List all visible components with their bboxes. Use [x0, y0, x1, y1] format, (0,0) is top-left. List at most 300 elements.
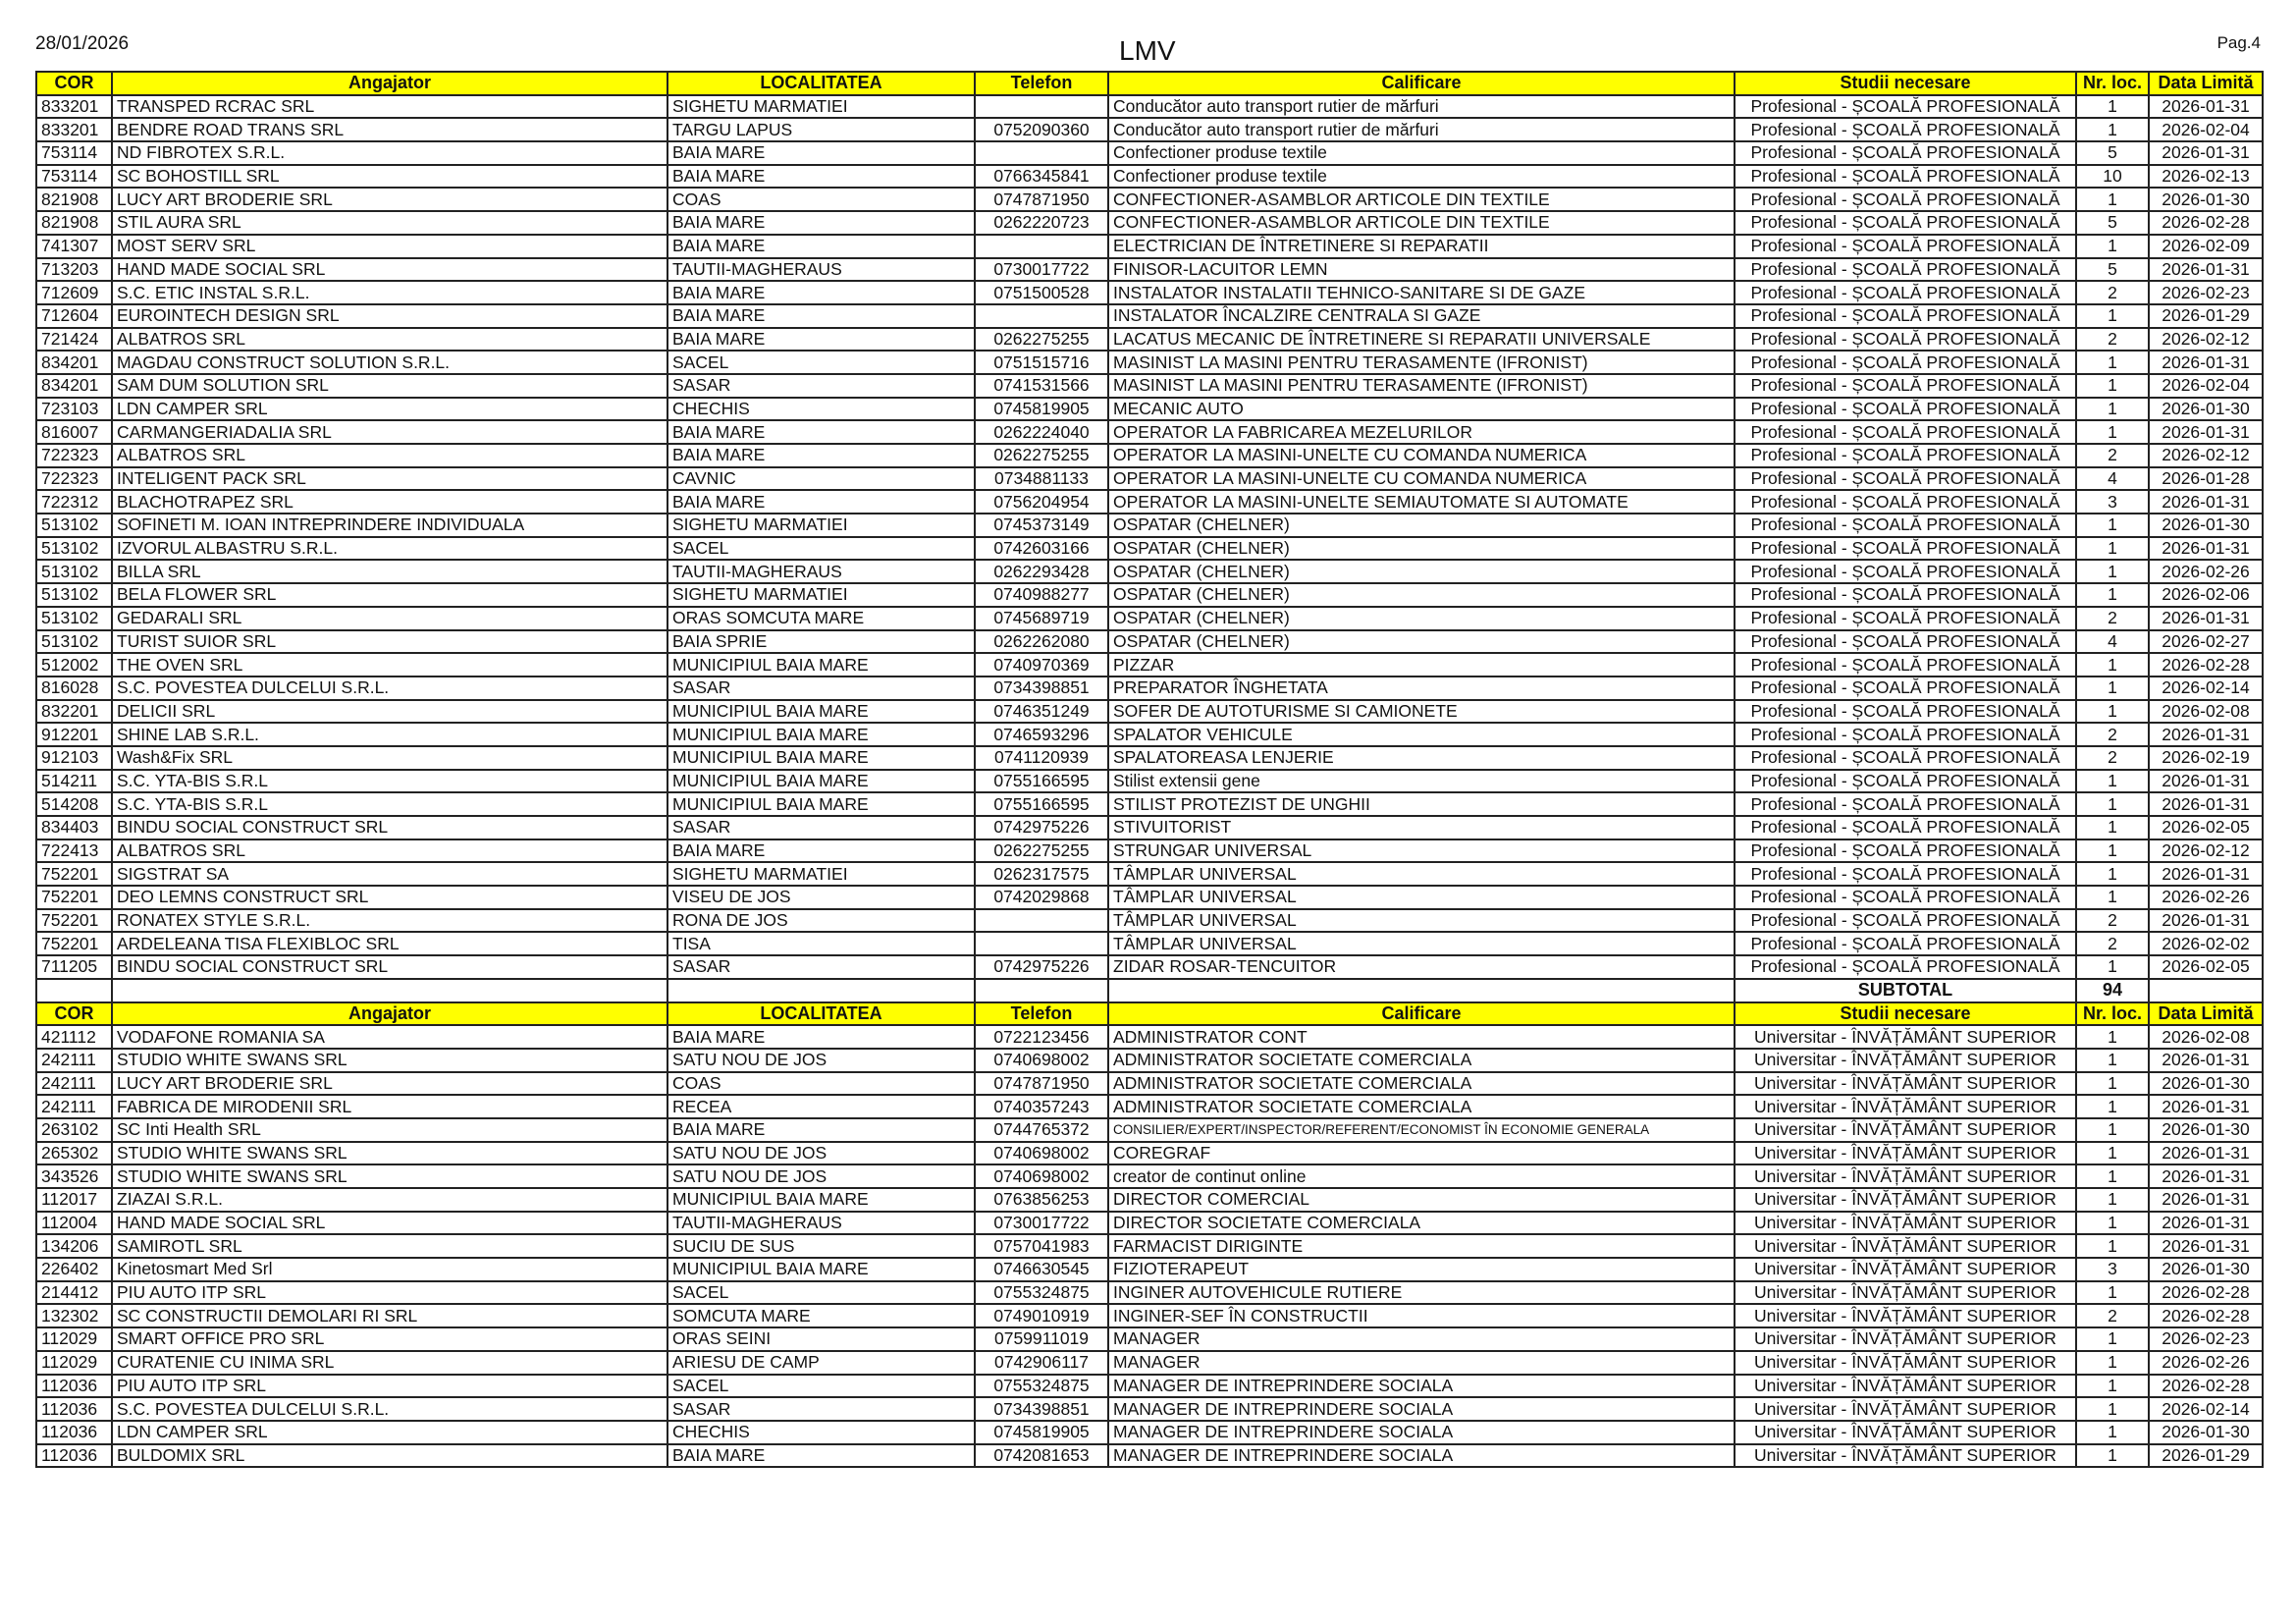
locality-cell: SIGHETU MARMATIEI	[667, 95, 975, 119]
studies-cell: Universitar - ÎNVĂȚĂMÂNT SUPERIOR	[1735, 1375, 2076, 1398]
employer-cell: Wash&Fix SRL	[112, 746, 667, 770]
positions-cell: 1	[2076, 351, 2149, 374]
qualification-cell: ADMINISTRATOR SOCIETATE COMERCIALA	[1108, 1049, 1735, 1072]
deadline-cell: 2026-01-31	[2149, 490, 2263, 514]
phone-cell: 0722123456	[975, 1025, 1108, 1049]
positions-cell: 1	[2076, 1095, 2149, 1118]
qualification-cell: PIZZAR	[1108, 653, 1735, 677]
employer-cell: SC CONSTRUCTII DEMOLARI RI SRL	[112, 1304, 667, 1327]
locality-cell: SASAR	[667, 1397, 975, 1421]
studies-cell: Universitar - ÎNVĂȚĂMÂNT SUPERIOR	[1735, 1142, 2076, 1165]
column-header-cor: COR	[36, 1002, 112, 1026]
cor-cell: 722413	[36, 839, 112, 863]
deadline-cell: 2026-02-09	[2149, 235, 2263, 258]
phone-cell: 0740970369	[975, 653, 1108, 677]
deadline-cell: 2026-01-31	[2149, 723, 2263, 746]
table-row	[36, 235, 2263, 258]
column-header-data-limita: Data Limită	[2149, 72, 2263, 95]
employer-cell: BULDOMIX SRL	[112, 1444, 667, 1468]
studies-cell: Profesional - ȘCOALĂ PROFESIONALĂ	[1735, 700, 2076, 724]
cor-cell: 265302	[36, 1142, 112, 1165]
studies-cell: Profesional - ȘCOALĂ PROFESIONALĂ	[1735, 235, 2076, 258]
positions-cell: 2	[2076, 281, 2149, 304]
cor-cell: 263102	[36, 1118, 112, 1142]
studies-cell: Universitar - ÎNVĂȚĂMÂNT SUPERIOR	[1735, 1212, 2076, 1235]
locality-cell: BAIA MARE	[667, 141, 975, 165]
deadline-cell: 2026-02-19	[2149, 746, 2263, 770]
employer-cell: S.C. YTA-BIS S.R.L	[112, 792, 667, 816]
studies-cell: Profesional - ȘCOALĂ PROFESIONALĂ	[1735, 816, 2076, 839]
cor-cell: 712609	[36, 281, 112, 304]
cor-cell: 513102	[36, 514, 112, 537]
positions-cell: 1	[2076, 304, 2149, 328]
column-header-telefon: Telefon	[975, 1002, 1108, 1026]
employer-cell: TRANSPED RCRAC SRL	[112, 95, 667, 119]
phone-cell: 0740698002	[975, 1164, 1108, 1188]
column-header-localitatea: LOCALITATEA	[667, 1002, 975, 1026]
studies-cell: Universitar - ÎNVĂȚĂMÂNT SUPERIOR	[1735, 1327, 2076, 1351]
cor-cell: 112036	[36, 1444, 112, 1468]
column-header-telefon: Telefon	[975, 72, 1108, 95]
locality-cell: VISEU DE JOS	[667, 886, 975, 909]
positions-cell: 1	[2076, 839, 2149, 863]
qualification-cell: CONFECTIONER-ASAMBLOR ARTICOLE DIN TEXTILE	[1108, 188, 1735, 211]
locality-cell: TAUTII-MAGHERAUS	[667, 560, 975, 583]
table-row	[36, 1351, 2263, 1375]
locality-cell: BAIA MARE	[667, 1444, 975, 1468]
cor-cell: 816028	[36, 677, 112, 700]
phone-cell: 0745689719	[975, 607, 1108, 630]
qualification-cell: ELECTRICIAN DE ÎNTRETINERE SI REPARATII	[1108, 235, 1735, 258]
locality-cell: BAIA MARE	[667, 211, 975, 235]
page-number: Pag.4	[2216, 33, 2261, 52]
studies-cell: Profesional - ȘCOALĂ PROFESIONALĂ	[1735, 514, 2076, 537]
positions-cell: 1	[2076, 1234, 2149, 1258]
cor-cell: 713203	[36, 258, 112, 282]
cor-cell: 112029	[36, 1327, 112, 1351]
table-row	[36, 677, 2263, 700]
cor-cell: 513102	[36, 560, 112, 583]
cor-cell: 421112	[36, 1025, 112, 1049]
cor-cell: 112036	[36, 1421, 112, 1444]
table-row	[36, 188, 2263, 211]
cor-cell: 513102	[36, 630, 112, 654]
cor-cell: 753114	[36, 141, 112, 165]
qualification-cell: STIVUITORIST	[1108, 816, 1735, 839]
locality-cell: MUNICIPIUL BAIA MARE	[667, 746, 975, 770]
table-row	[36, 1444, 2263, 1468]
locality-cell: SOMCUTA MARE	[667, 1304, 975, 1327]
employer-cell: MOST SERV SRL	[112, 235, 667, 258]
phone-cell	[975, 235, 1108, 258]
locality-cell: BAIA MARE	[667, 839, 975, 863]
positions-cell: 1	[2076, 1444, 2149, 1468]
positions-cell: 2	[2076, 932, 2149, 955]
studies-cell: Universitar - ÎNVĂȚĂMÂNT SUPERIOR	[1735, 1281, 2076, 1305]
cor-cell: 832201	[36, 700, 112, 724]
studies-cell: Universitar - ÎNVĂȚĂMÂNT SUPERIOR	[1735, 1072, 2076, 1096]
phone-cell: 0755324875	[975, 1281, 1108, 1305]
deadline-cell: 2026-01-28	[2149, 467, 2263, 491]
locality-cell: MUNICIPIUL BAIA MARE	[667, 1258, 975, 1281]
studies-cell: Profesional - ȘCOALĂ PROFESIONALĂ	[1735, 118, 2076, 141]
cor-cell: 112036	[36, 1375, 112, 1398]
phone-cell: 0747871950	[975, 188, 1108, 211]
studies-cell: Profesional - ȘCOALĂ PROFESIONALĂ	[1735, 607, 2076, 630]
qualification-cell: FINISOR-LACUITOR LEMN	[1108, 258, 1735, 282]
qualification-cell: STILIST PROTEZIST DE UNGHII	[1108, 792, 1735, 816]
employer-cell: SAMIROTL SRL	[112, 1234, 667, 1258]
cor-cell: 513102	[36, 537, 112, 561]
phone-cell: 0741120939	[975, 746, 1108, 770]
qualification-cell: INGINER AUTOVEHICULE RUTIERE	[1108, 1281, 1735, 1305]
cor-cell: 514208	[36, 792, 112, 816]
employer-cell: S.C. POVESTEA DULCELUI S.R.L.	[112, 677, 667, 700]
qualification-cell: TÂMPLAR UNIVERSAL	[1108, 862, 1735, 886]
phone-cell	[975, 304, 1108, 328]
cor-cell: 753114	[36, 165, 112, 189]
employer-cell: TURIST SUIOR SRL	[112, 630, 667, 654]
table-row	[36, 607, 2263, 630]
locality-cell: MUNICIPIUL BAIA MARE	[667, 723, 975, 746]
studies-cell: Profesional - ȘCOALĂ PROFESIONALĂ	[1735, 188, 2076, 211]
table-row	[36, 770, 2263, 793]
studies-cell: Profesional - ȘCOALĂ PROFESIONALĂ	[1735, 839, 2076, 863]
qualification-cell: OSPATAR (CHELNER)	[1108, 630, 1735, 654]
qualification-cell: OPERATOR LA MASINI-UNELTE SEMIAUTOMATE SI AUTOMATE	[1108, 490, 1735, 514]
phone-cell: 0756204954	[975, 490, 1108, 514]
studies-cell: Profesional - ȘCOALĂ PROFESIONALĂ	[1735, 723, 2076, 746]
studies-cell: Profesional - ȘCOALĂ PROFESIONALĂ	[1735, 560, 2076, 583]
locality-cell: TISA	[667, 932, 975, 955]
employer-cell: PIU AUTO ITP SRL	[112, 1281, 667, 1305]
phone-cell: 0262262080	[975, 630, 1108, 654]
phone-cell: 0741531566	[975, 374, 1108, 398]
column-header-angajator: Angajator	[112, 72, 667, 95]
table-row	[36, 211, 2263, 235]
deadline-cell: 2026-02-28	[2149, 211, 2263, 235]
qualification-cell: INSTALATOR INSTALATII TEHNICO-SANITARE SI DE GAZE	[1108, 281, 1735, 304]
phone-cell: 0751515716	[975, 351, 1108, 374]
deadline-cell: 2026-01-31	[2149, 909, 2263, 933]
qualification-cell: DIRECTOR SOCIETATE COMERCIALA	[1108, 1212, 1735, 1235]
locality-cell: MUNICIPIUL BAIA MARE	[667, 1188, 975, 1212]
deadline-cell: 2026-02-27	[2149, 630, 2263, 654]
studies-cell: Profesional - ȘCOALĂ PROFESIONALĂ	[1735, 746, 2076, 770]
table-row	[36, 955, 2263, 979]
table-row	[36, 281, 2263, 304]
employer-cell: ALBATROS SRL	[112, 839, 667, 863]
employer-cell: DEO LEMNS CONSTRUCT SRL	[112, 886, 667, 909]
empty-cell	[1108, 979, 1735, 1002]
positions-cell: 1	[2076, 955, 2149, 979]
positions-cell: 3	[2076, 490, 2149, 514]
table-row	[36, 700, 2263, 724]
cor-cell: 134206	[36, 1234, 112, 1258]
qualification-cell: STRUNGAR UNIVERSAL	[1108, 839, 1735, 863]
cor-cell: 112029	[36, 1351, 112, 1375]
positions-cell: 1	[2076, 1164, 2149, 1188]
positions-cell: 2	[2076, 328, 2149, 352]
phone-cell: 0755324875	[975, 1375, 1108, 1398]
phone-cell: 0757041983	[975, 1234, 1108, 1258]
deadline-cell: 2026-01-31	[2149, 537, 2263, 561]
locality-cell: BAIA MARE	[667, 1118, 975, 1142]
employer-cell: SHINE LAB S.R.L.	[112, 723, 667, 746]
deadline-cell: 2026-02-14	[2149, 1397, 2263, 1421]
deadline-cell: 2026-01-31	[2149, 1212, 2263, 1235]
cor-cell: 512002	[36, 653, 112, 677]
positions-cell: 1	[2076, 514, 2149, 537]
studies-cell: Profesional - ȘCOALĂ PROFESIONALĂ	[1735, 653, 2076, 677]
locality-cell: SASAR	[667, 816, 975, 839]
table-header-row	[36, 1002, 2263, 1026]
studies-cell: Profesional - ȘCOALĂ PROFESIONALĂ	[1735, 95, 2076, 119]
deadline-cell: 2026-01-31	[2149, 1234, 2263, 1258]
positions-cell: 1	[2076, 770, 2149, 793]
table-row	[36, 1164, 2263, 1188]
qualification-cell: OSPATAR (CHELNER)	[1108, 560, 1735, 583]
studies-cell: Profesional - ȘCOALĂ PROFESIONALĂ	[1735, 909, 2076, 933]
deadline-cell: 2026-02-04	[2149, 374, 2263, 398]
deadline-cell: 2026-01-31	[2149, 258, 2263, 282]
cor-cell: 242111	[36, 1095, 112, 1118]
cor-cell: 722323	[36, 444, 112, 467]
phone-cell	[975, 141, 1108, 165]
studies-cell: Universitar - ÎNVĂȚĂMÂNT SUPERIOR	[1735, 1095, 2076, 1118]
deadline-cell: 2026-01-31	[2149, 1049, 2263, 1072]
deadline-cell: 2026-02-05	[2149, 816, 2263, 839]
table-row	[36, 467, 2263, 491]
phone-cell: 0742975226	[975, 955, 1108, 979]
deadline-cell: 2026-02-08	[2149, 700, 2263, 724]
empty-cell	[112, 979, 667, 1002]
deadline-cell: 2026-01-30	[2149, 398, 2263, 421]
table-row	[36, 653, 2263, 677]
phone-cell: 0262220723	[975, 211, 1108, 235]
qualification-cell: OSPATAR (CHELNER)	[1108, 583, 1735, 607]
positions-cell: 1	[2076, 235, 2149, 258]
cor-cell: 722323	[36, 467, 112, 491]
report-date: 28/01/2026	[35, 33, 130, 54]
locality-cell: TAUTII-MAGHERAUS	[667, 1212, 975, 1235]
deadline-cell: 2026-01-29	[2149, 1444, 2263, 1468]
locality-cell: ORAS SEINI	[667, 1327, 975, 1351]
locality-cell: ARIESU DE CAMP	[667, 1351, 975, 1375]
cor-cell: 112004	[36, 1212, 112, 1235]
cor-cell: 821908	[36, 188, 112, 211]
studies-cell: Profesional - ȘCOALĂ PROFESIONALĂ	[1735, 141, 2076, 165]
table-row	[36, 95, 2263, 119]
qualification-cell: MANAGER DE INTREPRINDERE SOCIALA	[1108, 1397, 1735, 1421]
employer-cell: SC Inti Health SRL	[112, 1118, 667, 1142]
deadline-cell: 2026-01-31	[2149, 1164, 2263, 1188]
table-row	[36, 514, 2263, 537]
qualification-cell: Conducător auto transport rutier de mărfuri	[1108, 95, 1735, 119]
phone-cell: 0740988277	[975, 583, 1108, 607]
cor-cell: 834201	[36, 374, 112, 398]
deadline-cell: 2026-01-31	[2149, 770, 2263, 793]
qualification-cell: ADMINISTRATOR CONT	[1108, 1025, 1735, 1049]
employer-cell: BINDU SOCIAL CONSTRUCT SRL	[112, 955, 667, 979]
locality-cell: SATU NOU DE JOS	[667, 1049, 975, 1072]
locality-cell: BAIA MARE	[667, 281, 975, 304]
locality-cell: BAIA SPRIE	[667, 630, 975, 654]
phone-cell: 0745373149	[975, 514, 1108, 537]
positions-cell: 1	[2076, 862, 2149, 886]
qualification-cell: SOFER DE AUTOTURISME SI CAMIONETE	[1108, 700, 1735, 724]
phone-cell	[975, 95, 1108, 119]
cor-cell: 752201	[36, 932, 112, 955]
locality-cell: SACEL	[667, 1281, 975, 1305]
studies-cell: Universitar - ÎNVĂȚĂMÂNT SUPERIOR	[1735, 1164, 2076, 1188]
employer-cell: STIL AURA SRL	[112, 211, 667, 235]
locality-cell: MUNICIPIUL BAIA MARE	[667, 653, 975, 677]
table-row	[36, 1375, 2263, 1398]
column-header-localitatea: LOCALITATEA	[667, 72, 975, 95]
positions-cell: 1	[2076, 1142, 2149, 1165]
studies-cell: Profesional - ȘCOALĂ PROFESIONALĂ	[1735, 886, 2076, 909]
qualification-cell: INSTALATOR ÎNCALZIRE CENTRALA SI GAZE	[1108, 304, 1735, 328]
positions-cell: 1	[2076, 1072, 2149, 1096]
studies-cell: Universitar - ÎNVĂȚĂMÂNT SUPERIOR	[1735, 1049, 2076, 1072]
deadline-cell: 2026-01-31	[2149, 862, 2263, 886]
positions-cell: 1	[2076, 1281, 2149, 1305]
deadline-cell: 2026-01-29	[2149, 304, 2263, 328]
positions-cell: 5	[2076, 258, 2149, 282]
locality-cell: SATU NOU DE JOS	[667, 1164, 975, 1188]
qualification-cell: creator de continut online	[1108, 1164, 1735, 1188]
locality-cell: RECEA	[667, 1095, 975, 1118]
deadline-cell: 2026-02-28	[2149, 653, 2263, 677]
table-row	[36, 165, 2263, 189]
table-row	[36, 537, 2263, 561]
table-row	[36, 328, 2263, 352]
locality-cell: SIGHETU MARMATIEI	[667, 862, 975, 886]
locality-cell: BAIA MARE	[667, 165, 975, 189]
studies-cell: Universitar - ÎNVĂȚĂMÂNT SUPERIOR	[1735, 1304, 2076, 1327]
phone-cell: 0746351249	[975, 700, 1108, 724]
cor-cell: 821908	[36, 211, 112, 235]
locality-cell: SIGHETU MARMATIEI	[667, 514, 975, 537]
locality-cell: COAS	[667, 188, 975, 211]
positions-cell: 1	[2076, 188, 2149, 211]
employer-cell: THE OVEN SRL	[112, 653, 667, 677]
subtotal-row	[36, 979, 2263, 1002]
table-row	[36, 792, 2263, 816]
employer-cell: LUCY ART BRODERIE SRL	[112, 1072, 667, 1096]
qualification-cell: ADMINISTRATOR SOCIETATE COMERCIALA	[1108, 1072, 1735, 1096]
employer-cell: BELA FLOWER SRL	[112, 583, 667, 607]
table-row	[36, 1049, 2263, 1072]
positions-cell: 2	[2076, 723, 2149, 746]
phone-cell: 0745819905	[975, 398, 1108, 421]
table-row	[36, 141, 2263, 165]
qualification-cell: TÂMPLAR UNIVERSAL	[1108, 909, 1735, 933]
deadline-cell: 2026-01-30	[2149, 1421, 2263, 1444]
deadline-cell: 2026-01-31	[2149, 607, 2263, 630]
cor-cell: 242111	[36, 1049, 112, 1072]
phone-cell: 0740698002	[975, 1049, 1108, 1072]
studies-cell: Profesional - ȘCOALĂ PROFESIONALĂ	[1735, 583, 2076, 607]
locality-cell: CAVNIC	[667, 467, 975, 491]
locality-cell: RONA DE JOS	[667, 909, 975, 933]
locality-cell: BAIA MARE	[667, 444, 975, 467]
qualification-cell: SPALATOREASA LENJERIE	[1108, 746, 1735, 770]
qualification-cell: CONSILIER/EXPERT/INSPECTOR/REFERENT/ECONOMIST ÎN ECONOMIE GENERALA	[1108, 1118, 1735, 1142]
deadline-cell: 2026-02-02	[2149, 932, 2263, 955]
empty-cell	[36, 979, 112, 1002]
qualification-cell: OSPATAR (CHELNER)	[1108, 537, 1735, 561]
table-row	[36, 351, 2263, 374]
column-header-angajator: Angajator	[112, 1002, 667, 1026]
studies-cell: Profesional - ȘCOALĂ PROFESIONALĂ	[1735, 281, 2076, 304]
employer-cell: FABRICA DE MIRODENII SRL	[112, 1095, 667, 1118]
phone-cell: 0262275255	[975, 444, 1108, 467]
locality-cell: SASAR	[667, 374, 975, 398]
qualification-cell: FIZIOTERAPEUT	[1108, 1258, 1735, 1281]
positions-cell: 2	[2076, 444, 2149, 467]
positions-cell: 10	[2076, 165, 2149, 189]
cor-cell: 711205	[36, 955, 112, 979]
positions-cell: 2	[2076, 1304, 2149, 1327]
positions-cell: 1	[2076, 1351, 2149, 1375]
employer-cell: SIGSTRAT SA	[112, 862, 667, 886]
studies-cell: Profesional - ȘCOALĂ PROFESIONALĂ	[1735, 862, 2076, 886]
studies-cell: Universitar - ÎNVĂȚĂMÂNT SUPERIOR	[1735, 1421, 2076, 1444]
employer-cell: SMART OFFICE PRO SRL	[112, 1327, 667, 1351]
cor-cell: 722312	[36, 490, 112, 514]
qualification-cell: OPERATOR LA MASINI-UNELTE CU COMANDA NUMERICA	[1108, 444, 1735, 467]
table-row	[36, 723, 2263, 746]
phone-cell: 0744765372	[975, 1118, 1108, 1142]
deadline-cell: 2026-01-31	[2149, 141, 2263, 165]
positions-cell: 1	[2076, 1421, 2149, 1444]
positions-cell: 1	[2076, 537, 2149, 561]
qualification-cell: LACATUS MECANIC DE ÎNTRETINERE SI REPARATII UNIVERSALE	[1108, 328, 1735, 352]
deadline-cell: 2026-01-31	[2149, 351, 2263, 374]
studies-cell: Profesional - ȘCOALĂ PROFESIONALĂ	[1735, 792, 2076, 816]
cor-cell: 816007	[36, 420, 112, 444]
employer-cell: SAM DUM SOLUTION SRL	[112, 374, 667, 398]
cor-cell: 723103	[36, 398, 112, 421]
locality-cell: SUCIU DE SUS	[667, 1234, 975, 1258]
positions-cell: 1	[2076, 1397, 2149, 1421]
positions-cell: 4	[2076, 630, 2149, 654]
qualification-cell: SPALATOR VEHICULE	[1108, 723, 1735, 746]
deadline-cell: 2026-01-30	[2149, 1072, 2263, 1096]
deadline-cell: 2026-01-31	[2149, 420, 2263, 444]
cor-cell: 833201	[36, 118, 112, 141]
employer-cell: S.C. POVESTEA DULCELUI S.R.L.	[112, 1397, 667, 1421]
table-row	[36, 1258, 2263, 1281]
locality-cell: COAS	[667, 1072, 975, 1096]
employer-cell: IZVORUL ALBASTRU S.R.L.	[112, 537, 667, 561]
positions-cell: 1	[2076, 1025, 2149, 1049]
phone-cell: 0747871950	[975, 1072, 1108, 1096]
locality-cell: BAIA MARE	[667, 304, 975, 328]
employer-cell: RONATEX STYLE S.R.L.	[112, 909, 667, 933]
table-row	[36, 1188, 2263, 1212]
positions-cell: 4	[2076, 467, 2149, 491]
qualification-cell: TÂMPLAR UNIVERSAL	[1108, 932, 1735, 955]
deadline-cell: 2026-01-30	[2149, 1118, 2263, 1142]
deadline-cell: 2026-01-31	[2149, 792, 2263, 816]
employer-cell: CARMANGERIADALIA SRL	[112, 420, 667, 444]
phone-cell: 0262275255	[975, 328, 1108, 352]
deadline-cell: 2026-02-28	[2149, 1304, 2263, 1327]
qualification-cell: MANAGER DE INTREPRINDERE SOCIALA	[1108, 1421, 1735, 1444]
